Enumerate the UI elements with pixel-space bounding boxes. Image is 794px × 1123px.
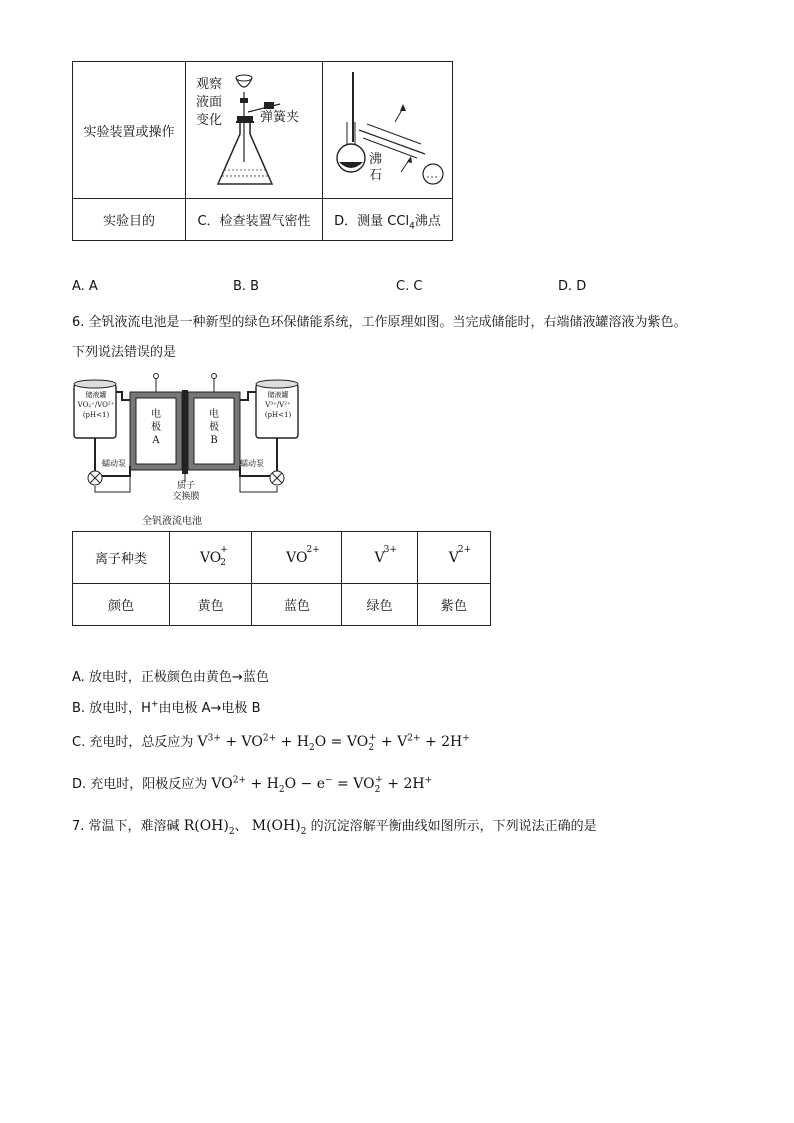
vanadium-battery-diagram (72, 370, 308, 528)
left-tank-ions: VO₂⁺/VO²⁺ (77, 401, 115, 409)
q6-option-d: D. 充电时，阳极反应为 $VO^{2+} + H_2O - e^- = VO_2^+ + 2H^+$ (72, 775, 433, 795)
experiment-table (72, 61, 453, 241)
q6-option-b: B. 放电时，H+由电极 A→电极 B (72, 699, 261, 716)
anode-equation: $VO^{2+} + H_2O - e^- = VO_2^+ + 2H^+$ (211, 775, 433, 795)
label-liquid-surface: 液面 (196, 95, 223, 110)
q5-option-b: B. B (233, 279, 260, 294)
row-header-purpose: 实验目的 (73, 199, 186, 241)
apparatus-c-cell (186, 62, 323, 199)
ion-v2plus: V 2+ (417, 532, 490, 584)
purpose-d: D．测量 CCl$_4$沸点 (323, 199, 453, 241)
right-tank-ph: (pH<1) (264, 411, 292, 419)
color-purple: 紫色 (417, 584, 490, 626)
ion-v3plus: V 3+ (342, 532, 417, 584)
color-yellow: 黄色 (169, 584, 251, 626)
left-tank-title: 储液罐 (85, 391, 107, 399)
q5-option-c: C. C (396, 279, 423, 294)
q6-option-c: C. 充电时，总反应为 $V^{3+} + VO^{2+} + H_2O = VO_2^+ + V^{2+} + 2H^+$ (72, 733, 470, 753)
right-pump-label: 蠕动泵 (240, 459, 264, 468)
ion-table-header: 离子种类 (73, 532, 170, 584)
color-row-header: 颜色 (73, 584, 170, 626)
membrane-label: 质子 交换膜 (172, 481, 200, 502)
label-spring-clip: 弹簧夹 (260, 110, 300, 125)
q7-stem: 7. 常温下，难溶碱 $R(OH)_2$、 $M(OH)_2$ 的沉淀溶解平衡曲线如图所示，下列说法正确的是 (72, 818, 597, 837)
charge-total-equation: $V^{3+} + VO^{2+} + H_2O = VO_2^+ + V^{2+} + 2H^+$ (197, 733, 470, 753)
label-stone: 石 (369, 168, 383, 183)
row-header-apparatus: 实验装置或操作 (73, 62, 186, 199)
q5-option-d: D. D (558, 279, 587, 294)
right-tank-title: 储液罐 (267, 391, 289, 399)
apparatus-d-cell (323, 62, 453, 199)
q6-stem-line2: 下列说法错误的是 (72, 345, 177, 360)
left-pump-label: 蠕动泵 (102, 459, 126, 468)
distillation-apparatus-icon (323, 62, 452, 198)
q5-option-a: A. A (72, 279, 98, 294)
label-observe: 观察 (196, 77, 223, 92)
label-boiling: 沸 (369, 152, 383, 167)
right-tank-ions: V³⁺/V²⁺ (265, 401, 291, 409)
left-tank-ph: (pH<1) (82, 411, 110, 419)
color-blue: 蓝色 (252, 584, 342, 626)
ion-vo2plus: VO + 2 (169, 532, 251, 584)
electrode-a-label: 电 极 A (151, 409, 161, 446)
purpose-c: C．检查装置气密性 (186, 199, 323, 241)
ion-vo2plus2: VO 2+ (252, 532, 342, 584)
color-green: 绿色 (342, 584, 417, 626)
diagram-caption: 全钒液流电池 (142, 516, 202, 527)
q6-stem-line1: 6. 全钒液流电池是一种新型的绿色环保储能系统，工作原理如图。当完成储能时，右端储液罐溶液为紫色。 (72, 315, 687, 330)
q6-option-a: A. 放电时，正极颜色由黄色→蓝色 (72, 670, 269, 685)
label-change: 变化 (196, 113, 223, 128)
ion-color-table (72, 531, 491, 626)
electrode-b-label: 电 极 B (209, 409, 219, 446)
